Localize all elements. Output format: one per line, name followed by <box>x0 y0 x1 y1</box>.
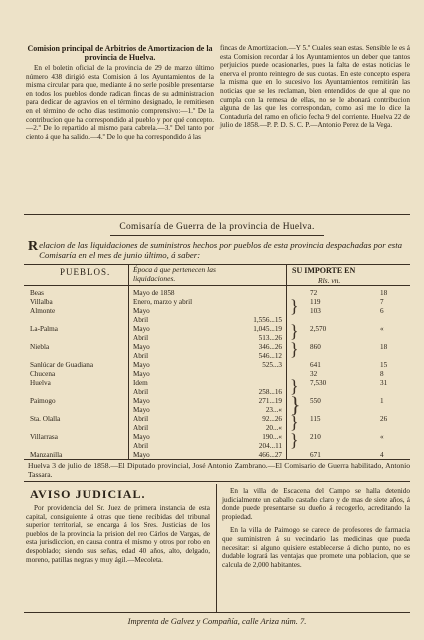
relacion-text: elacion de las liquidaciones de suministros hechos por pueblos de esta provincia despachadas por esta Comisaría en el mes de junio último, á saber: <box>39 240 403 260</box>
table-cell-tot: 550 <box>310 397 321 405</box>
table-cell-period: Enero, marzo y abril <box>133 298 193 306</box>
escacena-notice: En la villa de Escacena del Campo se halla detenido judicialmente un caballo castaño claro y de mas de siete años, á donde puede presentarse su dueño á recogerlo, acreditando la propiedad. <box>222 487 410 521</box>
table-cell-place: Paimogo <box>30 397 56 405</box>
table-cell-tot: 641 <box>310 361 321 369</box>
table-cell-period: Mayo <box>133 343 150 351</box>
pueblos-header: PUEBLOS. <box>60 267 111 277</box>
brace-paimogo: } <box>290 376 299 396</box>
title-underline <box>110 235 324 236</box>
brace-villarrasa: } <box>290 412 299 432</box>
table-cell-period: Idem <box>133 379 148 387</box>
table-cell-tot: 2,570 <box>310 325 327 333</box>
table-cell-place: Manzanilla <box>30 451 63 459</box>
drop-cap: R <box>28 239 39 254</box>
paimogo-notice: En la villa de Paimogo se carece de profesores de farmacia que suministren á su vecindario las medicinas que pueda necesitar: si alguno quisiere establecerse á dicho punto, no es dudable logrará las ventajas que promete una poblacion, que se calcula de 2,000 habitantes. <box>222 526 410 569</box>
table-cell-period: Mayo <box>133 370 150 378</box>
table-cell-place: Niebla <box>30 343 50 351</box>
brace-manzanilla: } <box>290 430 299 450</box>
table-cell-tot: 671 <box>310 451 321 459</box>
table-cell-amt: 1,556...15 <box>253 316 282 324</box>
table-cell-amt: 20...« <box>265 424 282 432</box>
imprenta-line: Imprenta de Galvez y Compañía, calle Ariza núm. 7. <box>127 616 307 626</box>
table-cell-period: Mayo <box>133 307 150 315</box>
section-rule-bottom <box>24 481 410 482</box>
table-cell-tot: 115 <box>310 415 321 423</box>
table-cell-period: Mayo de 1858 <box>133 289 175 297</box>
table-cell-period: Mayo <box>133 406 150 414</box>
table-bottom-rule <box>24 459 410 460</box>
aviso-body: Por providencia del Sr. Juez de primera instancia de esta capital, consiguiente á otras que tiene recibidas del tribunal superior territorial, se encarga á los Sres. Justicias de los pueblos de la provincia la prision del reo Cárlos de Vargas, de esta jurisdiccion, en causa contra el mismo y otros por robo en despoblado; siendo sus señas, edad 40 años, alto, delgado, moreno, patillas negras y muy ágil.—Mecoleta. <box>26 504 210 564</box>
table-cell-tot: 103 <box>310 307 321 315</box>
epoca-header: Época á que pertenecen las liquidaciones. <box>133 265 216 283</box>
aviso-judicial-column <box>26 504 210 565</box>
comision-body: En el boletin oficial de la provincia de 29 de marzo último número 438 dirigió esta Comision á los Ayuntamientos de la misma circular para que, mediante á no serle posible presentarse en todos los pueblos donde radican fincas de su administracion para dedicar de agravios en el término designado, le remitiesen en el término de ocho dias testimonio comprensivo:—1.º De la contribucion que ha correspondido al pueblo y por qué concepto.—2.º De lo repartido al mismo para cabrela.—3.º Del tanto por ciento á que ha salido.—4.º De lo que ha correspondido á las <box>26 64 214 141</box>
table-cell-period: Mayo <box>133 433 150 441</box>
units-header: Rls. vn. <box>318 276 341 285</box>
table-cell-cents: « <box>380 325 384 333</box>
table-cell-tot: 860 <box>310 343 321 351</box>
table-cell-cents: 18 <box>380 343 388 351</box>
table-cell-period: Abril <box>133 316 149 324</box>
importe-header: SU IMPORTE EN <box>292 266 356 275</box>
table-cell-period: Mayo <box>133 325 150 333</box>
table-cell-place: La-Palma <box>30 325 58 333</box>
table-cell-cents: 6 <box>380 307 384 315</box>
table-cell-place: Almonte <box>30 307 56 315</box>
table-divider-2 <box>286 264 287 459</box>
table-cell-period: Mayo <box>133 397 150 405</box>
comisaria-footer: Huelva 3 de julio de 1858.—El Diputado provincial, José Antonio Zambrano.—El Comisario de Guerra habilitado, Antonio Tassara. <box>28 461 410 479</box>
section-rule-top <box>24 214 410 215</box>
table-cell-amt: 190...« <box>262 433 282 441</box>
table-cell-cents: 7 <box>380 298 384 306</box>
table-cell-amt: 513...26 <box>258 334 282 342</box>
table-cell-period: Abril <box>133 442 149 450</box>
table-cell-amt: 92...26 <box>262 415 282 423</box>
relacion-intro <box>28 240 412 260</box>
brace-la-palma: } <box>290 296 299 316</box>
table-cell-amt: 204...11 <box>258 442 282 450</box>
table-cell-amt: 23...« <box>265 406 282 414</box>
comision-heading: Comision principal de Arbitrios de Amortizacion de la provincia de Huelva. <box>27 44 213 62</box>
table-cell-place: Sta. Olalla <box>30 415 61 423</box>
bottom-column-divider <box>216 484 217 612</box>
brace-sta-olalla: } <box>290 392 301 417</box>
table-cell-cents: 26 <box>380 415 388 423</box>
table-cell-period: Abril <box>133 334 149 342</box>
table-cell-period: Mayo <box>133 361 150 369</box>
table-cell-amt: 1,045...19 <box>253 325 282 333</box>
table-cell-cents: « <box>380 433 384 441</box>
table-cell-amt: 346...26 <box>258 343 282 351</box>
table-cell-cents: 1 <box>380 397 384 405</box>
table-cell-place: Huelva <box>30 379 51 387</box>
table-cell-tot: 32 <box>310 370 318 378</box>
table-cell-cents: 31 <box>380 379 388 387</box>
table-cell-amt: 546...12 <box>258 352 282 360</box>
table-cell-tot: 119 <box>310 298 321 306</box>
table-cell-place: Villalba <box>30 298 53 306</box>
imprenta-rule <box>24 612 410 613</box>
table-cell-amt: 258...16 <box>258 388 282 396</box>
table-cell-place: Chucena <box>30 370 56 378</box>
table-header-rule <box>24 285 410 286</box>
comisaria-title: Comisaría de Guerra de la provincia de Huelva. <box>119 222 315 232</box>
table-cell-place: Sanlúcar de Guadiana <box>30 361 94 369</box>
table-cell-period: Abril <box>133 352 149 360</box>
comision-continuation: fincas de Amortizacion.—Y 5.º Cuales sean estas. Sensible le es á esta Comision recordar á los Ayuntamientos un deber que tantos perjuicios puede ocasionarles, pues la falta de estas noticias le enerva el pronto reintegro de sus cuotas. En este concepto espera la misma que en lo sucesivo los Ayuntamientos remitirán las noticias que se les reclaman, bien entendidos de que al que no cumpla con la remesa de ellas, no se le abonará contribucion alguna de las que les correspondan, como así me lo dice la Contaduría del ramo en oficio fecha 9 del corriente. Huelva 22 de julio de 1858.—P. P. D. S. C. P.—Antonio Perez de la Vega. <box>220 44 410 130</box>
table-cell-period: Abril <box>133 388 149 396</box>
table-cell-period: Mayo <box>133 451 150 459</box>
comision-arbitrios-column <box>26 44 214 142</box>
table-divider-1 <box>128 264 129 459</box>
brace-sanlucar: } <box>290 339 299 359</box>
aviso-judicial-title: AVISO JUDICIAL. <box>30 487 146 501</box>
table-cell-cents: 4 <box>380 451 384 459</box>
table-cell-place: Villarrasa <box>30 433 58 441</box>
table-cell-cents: 15 <box>380 361 388 369</box>
notices-column <box>222 487 410 570</box>
table-cell-period: Abril <box>133 424 149 432</box>
table-cell-period: Abril <box>133 415 149 423</box>
table-cell-amt: 466...27 <box>258 451 282 459</box>
table-cell-cents: 8 <box>380 370 384 378</box>
table-cell-cents: 18 <box>380 289 388 297</box>
table-top-rule <box>24 264 410 265</box>
table-cell-tot: 72 <box>310 289 318 297</box>
table-cell-amt: 271...19 <box>258 397 282 405</box>
table-cell-tot: 7,530 <box>310 379 327 387</box>
table-cell-amt: 525...3 <box>262 361 282 369</box>
brace-niebla: } <box>290 321 299 341</box>
table-cell-place: Beas <box>30 289 44 297</box>
table-cell-tot: 210 <box>310 433 321 441</box>
comision-continuation-column <box>220 44 410 131</box>
